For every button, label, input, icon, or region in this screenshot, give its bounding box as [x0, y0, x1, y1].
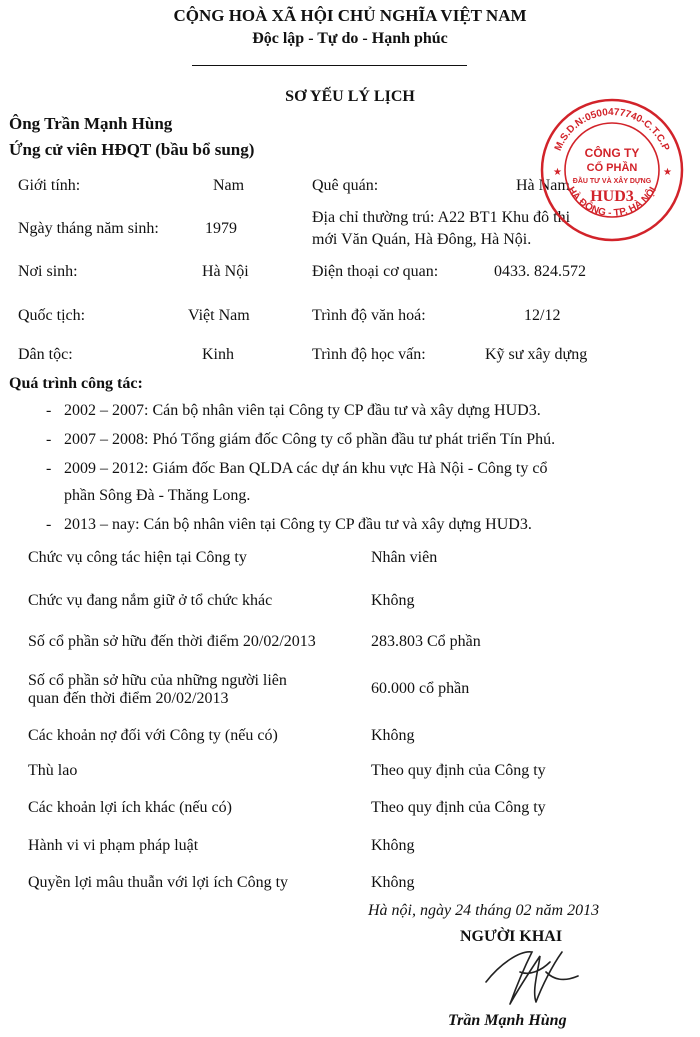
detail-label-related-shares-2: quan đến thời điểm 20/02/2013 [28, 690, 229, 707]
nationality-label: Quốc tịch: [18, 307, 86, 324]
person-role: Ứng cử viên HĐQT (bầu bổ sung) [9, 140, 255, 159]
birthplace-label: Nơi sinh: [18, 263, 78, 280]
education-value: Kỹ sư xây dựng [485, 346, 588, 363]
culture-value: 12/12 [524, 307, 561, 324]
detail-value-other-benefits: Theo quy định của Công ty [371, 799, 546, 816]
svg-text:ĐẦU TƯ VÀ XÂY DỰNG: ĐẦU TƯ VÀ XÂY DỰNG [572, 178, 652, 185]
detail-label-position: Chức vụ công tác hiện tại Công ty [28, 549, 247, 566]
list-item: 2007 – 2008: Phó Tổng giám đốc Công ty cổ phần đầu tư phát triển Tín Phú. [64, 431, 556, 448]
list-item-continuation: phần Sông Đà - Thăng Long. [64, 487, 251, 504]
svg-text:★: ★ [663, 167, 672, 178]
address-line1 [312, 209, 570, 227]
signer-name: Trần Mạnh Hùng [448, 1012, 567, 1029]
detail-label-conflict: Quyền lợi mâu thuẫn với lợi ích Công ty [28, 874, 289, 891]
office-phone-label: Điện thoại cơ quan: [312, 263, 439, 280]
document-title: SƠ YẾU LÝ LỊCH [285, 88, 415, 105]
svg-text:HUD3: HUD3 [590, 188, 634, 205]
list-item-dash: - [46, 431, 52, 448]
hometown-value: Hà Nam [516, 177, 570, 194]
company-seal-icon [537, 95, 687, 245]
detail-label-debts: Các khoản nợ đối với Công ty (nếu có) [28, 727, 278, 744]
svg-text:CÔNG TY: CÔNG TY [584, 146, 640, 160]
person-name: Ông Trần Mạnh Hùng [9, 114, 173, 133]
address-value-part1: A22 BT1 Khu đô thị [437, 209, 571, 226]
detail-value-remuneration: Theo quy định của Công ty [371, 762, 546, 779]
address-value-part2: mới Văn Quán, Hà Đông, Hà Nội. [312, 231, 532, 248]
detail-label-other-org: Chức vụ đang nắm giữ ở tổ chức khác [28, 592, 273, 609]
address-label: Địa chỉ thường trú: [312, 209, 435, 226]
detail-label-other-benefits: Các khoản lợi ích khác (nếu có) [28, 799, 232, 816]
list-item-dash: - [46, 460, 52, 477]
ethnic-value: Kinh [202, 346, 234, 363]
detail-label-shares: Số cổ phần sở hữu đến thời điểm 20/02/2013 [28, 633, 316, 650]
list-item: 2002 – 2007: Cán bộ nhân viên tại Công ty CP đầu tư và xây dựng HUD3. [64, 402, 541, 419]
detail-label-related-shares-1: Số cổ phần sở hữu của những người liên [28, 672, 287, 689]
svg-text:CỔ PHẦN: CỔ PHẦN [586, 162, 638, 174]
dob-value: 1979 [205, 220, 237, 237]
gender-value: Nam [213, 177, 245, 194]
detail-value-other-org: Không [371, 592, 415, 609]
detail-value-position: Nhân viên [371, 549, 438, 566]
list-item-dash: - [46, 402, 52, 419]
motto: Độc lập - Tự do - Hạnh phúc [252, 30, 448, 47]
svg-text:M.S.D.N:0500477740-C.T.C.P: M.S.D.N:0500477740-C.T.C.P [552, 106, 672, 153]
detail-value-conflict: Không [371, 874, 415, 891]
list-item-dash: - [46, 516, 52, 533]
signature-icon [480, 942, 590, 1012]
education-label: Trình độ học vấn: [312, 346, 426, 363]
work-history-heading: Quá trình công tác: [9, 375, 143, 392]
gender-label: Giới tính: [18, 177, 81, 194]
list-item: 2009 – 2012: Giám đốc Ban QLDA các dự án khu vực Hà Nội - Công ty cổ [64, 460, 548, 477]
signer-title: NGƯỜI KHAI [460, 928, 563, 945]
detail-value-debts: Không [371, 727, 415, 744]
detail-label-remuneration: Thù lao [28, 762, 78, 779]
detail-value-related-shares: 60.000 cổ phần [371, 680, 470, 697]
detail-value-shares: 283.803 Cổ phần [371, 633, 481, 650]
list-item: 2013 – nay: Cán bộ nhân viên tại Công ty CP đầu tư và xây dựng HUD3. [64, 516, 532, 533]
detail-label-violations: Hành vi vi phạm pháp luật [28, 837, 199, 854]
birthplace-value: Hà Nội [202, 263, 249, 280]
dob-label: Ngày tháng năm sinh: [18, 220, 159, 237]
culture-label: Trình độ văn hoá: [312, 307, 426, 324]
svg-text:HÀ ĐÔNG - TP. HÀ NỘI: HÀ ĐÔNG - TP. HÀ NỘI [565, 185, 659, 219]
nation-header: CỘNG HOÀ XÃ HỘI CHỦ NGHĨA VIỆT NAM [173, 6, 527, 25]
header-divider [192, 65, 467, 66]
detail-value-violations: Không [371, 837, 415, 854]
place-date: Hà nội, ngày 24 tháng 02 năm 2013 [368, 902, 600, 919]
office-phone-value: 0433. 824.572 [494, 263, 586, 280]
hometown-label: Quê quán: [312, 177, 379, 194]
nationality-value: Việt Nam [188, 307, 250, 324]
ethnic-label: Dân tộc: [18, 346, 73, 363]
svg-text:★: ★ [553, 167, 562, 178]
